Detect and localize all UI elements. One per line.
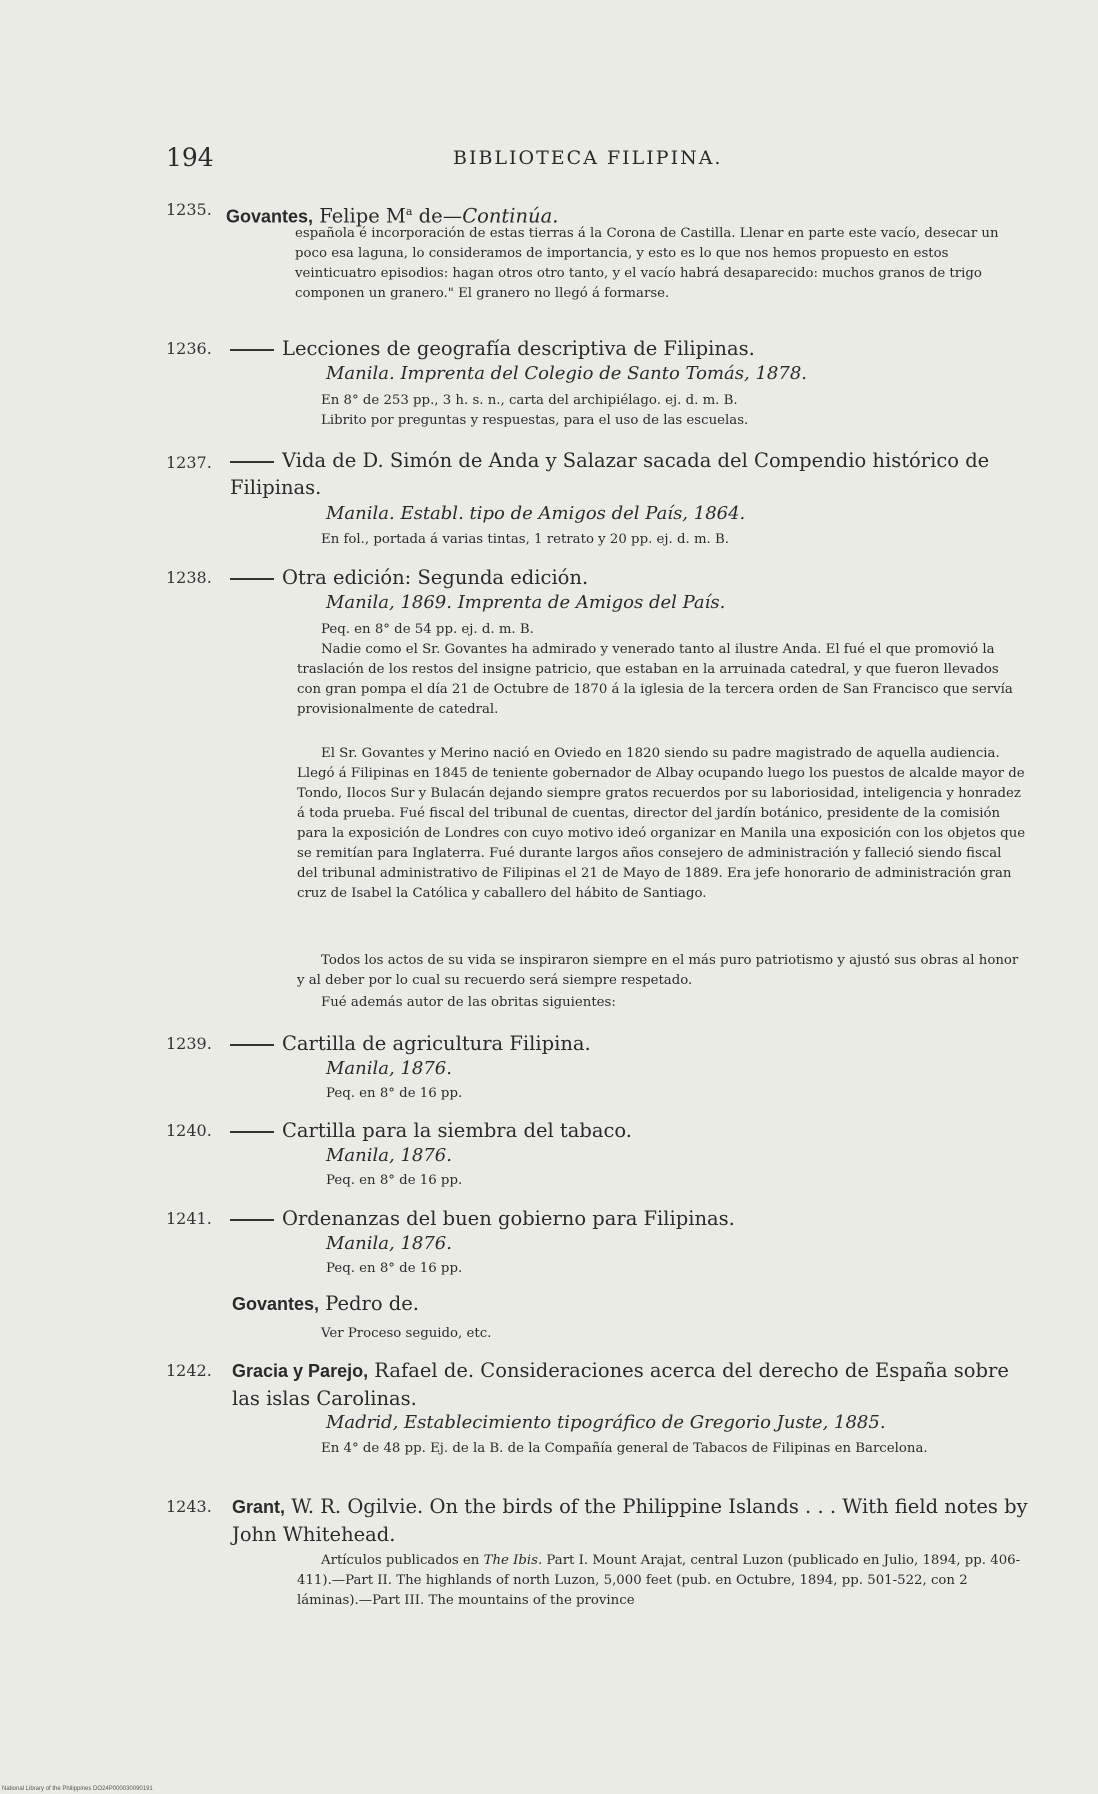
ditto-dash [230, 1044, 274, 1046]
description [297, 1551, 1026, 1611]
imprint: Manila, 1876. [326, 1145, 452, 1166]
imprint: Manila. Establ. tipo de Amigos del País, 1864. [326, 503, 746, 524]
ditto-dash [230, 1131, 274, 1133]
title-text: Cartilla para la siembra del tabaco. [282, 1119, 633, 1142]
entry-title [230, 1030, 591, 1057]
description: En 4° de 48 pp. Ej. de la B. de la Compañía general de Tabacos de Filipinas en Barcelona. [321, 1441, 928, 1456]
continued-note: Continúa. [462, 204, 559, 228]
note: Librito por preguntas y respuestas, para el uso de las escuelas. [321, 413, 749, 428]
author-name: Gracia y Parejo, [232, 1361, 369, 1381]
entry-title [232, 1357, 1032, 1412]
entry-title [230, 335, 1026, 362]
entry-number: 1243. [166, 1497, 212, 1516]
ditto-dash [230, 349, 274, 351]
title-text: Vida de D. Simón de Anda y Salazar sacada del Compendio histórico de Filipinas. [230, 449, 990, 499]
cross-reference: Ver Proceso seguido, etc. [321, 1326, 492, 1341]
entry-number: 1235. [166, 200, 212, 219]
entry-heading [232, 1290, 419, 1318]
imprint: Manila, 1869. Imprenta de Amigos del País. [326, 592, 726, 613]
entry-text: española é incorporación de estas tierras á la Corona de Castilla. Llenar en parte este vacío, desecar un poco esa laguna, lo consideramos de importancia, y esto es lo que nos hemos propuesto en estos veinticuatro episodios: hagan otros otro tanto, y el vacío habrá desaparecido: muchos granos de trigo componen un granero." El granero no llegó á formarse. [295, 226, 999, 301]
ditto-dash [230, 578, 274, 580]
entry-number: 1242. [166, 1361, 212, 1380]
superscript: a [405, 205, 413, 218]
entry-number: 1240. [166, 1121, 212, 1140]
description-text: Artículos publicados en [321, 1553, 484, 1568]
title-text: Cartilla de agricultura Filipina. [282, 1032, 591, 1055]
journal-title: The Ibis. [483, 1553, 543, 1568]
title-text: W. R. Ogilvie. On the birds of the Philippine Islands . . . With field notes by John Whitehead. [232, 1495, 1028, 1546]
ditto-dash [230, 461, 274, 463]
intro-line: Fué además autor de las obritas siguientes: [321, 995, 616, 1010]
entry-title [232, 1493, 1032, 1548]
note-paragraph: Nadie como el Sr. Govantes ha admirado y venerado tanto al ilustre Anda. El fué el que promovió la traslación de los restos del insigne patricio, que estaban en la arruinada catedral, y que fueron llevados con gran pompa el día 21 de Octubre de 1870 á la iglesia de la tercera orden de San Francisco que servía provisionalmente de catedral. [297, 642, 1013, 717]
scan-footer: National Library of the Philippines DO24P000030090191 [2, 1786, 153, 1792]
imprint: Manila, 1876. [326, 1058, 452, 1079]
author-name: Grant, [232, 1497, 286, 1517]
title-text: Rafael de. Consideraciones acerca del derecho de España sobre las islas Carolinas. [232, 1359, 1009, 1410]
imprint: Manila. Imprenta del Colegio de Santo Tomás, 1878. [326, 363, 807, 384]
page-header [166, 143, 946, 183]
entry-number: 1237. [166, 453, 212, 472]
imprint: Madrid, Establecimiento tipográfico de Gregorio Juste, 1885. [326, 1412, 886, 1433]
description: En fol., portada á varias tintas, 1 retrato y 20 pp. ej. d. m. B. [321, 532, 730, 547]
entry-title [230, 564, 1026, 591]
entry-title [230, 1117, 632, 1144]
author-forename: Felipe M [319, 204, 406, 228]
description: Peq. en 8° de 16 pp. [326, 1086, 463, 1101]
description: Peq. en 8° de 16 pp. [326, 1261, 463, 1276]
entry-number: 1241. [166, 1209, 212, 1228]
particle: de— [412, 204, 463, 228]
biography-paragraph: El Sr. Govantes y Merino nació en Oviedo en 1820 siendo su padre magistrado de aquella audiencia. Llegó á Filipinas en 1845 de teniente gobernador de Albay ocupando luego los puestos de alcalde mayor de Tondo, Ilocos Sur y Bulacán dejando siempre gratos recuerdos por su laboriosidad, inteligencia y honradez á toda prueba. Fué fiscal del tribunal de cuentas, director del jardín botánico, presidente de la comisión para la exposición de Londres con cuyo motivo ideó organizar en Manila una exposición con los objetos que se remitían para Inglaterra. Fué durante largos años consejero de administración y falleció siendo fiscal del tribunal administrativo de Filipinas el 21 de Mayo de 1889. Era jefe honorario de administración gran cruz de Isabel la Católica y caballero del hábito de Santiago. [297, 746, 1026, 901]
tribute-paragraph: Todos los actos de su vida se inspiraron siempre en el más puro patriotismo y ajustó sus obras al honor y al deber por lo cual su recuerdo será siempre respetado. [297, 953, 1019, 988]
entry-number: 1238. [166, 568, 212, 587]
page-number: 194 [166, 143, 214, 172]
author-forename: Pedro de. [319, 1292, 419, 1315]
description: En 8° de 253 pp., 3 h. s. n., carta del archipiélago. ej. d. m. B. [321, 393, 738, 408]
entry-number: 1236. [166, 339, 212, 358]
entry-number: 1239. [166, 1034, 212, 1053]
entry-title [230, 1205, 735, 1232]
ditto-dash [230, 1219, 274, 1221]
entry-title [230, 447, 1024, 501]
description-text: Part I. Mount Arajat, central Luzon (publicado en Julio, 1894, pp. 406-411).—Part II. The highlands of north Luzon, 5,000 feet (pub. en Octubre, 1894, pp. 501-522, con 2 láminas).—Part III. The mountains of the province [297, 1553, 1021, 1608]
imprint: Manila, 1876. [326, 1233, 452, 1254]
description: Peq. en 8° de 54 pp. ej. d. m. B. [321, 622, 534, 637]
running-title: BIBLIOTECA FILIPINA. [453, 147, 723, 169]
title-text: Otra edición: Segunda edición. [282, 566, 589, 589]
author-name: Govantes, [226, 206, 314, 227]
title-text: Ordenanzas del buen gobierno para Filipinas. [282, 1207, 735, 1230]
description: Peq. en 8° de 16 pp. [326, 1173, 463, 1188]
author-name: Govantes, [232, 1294, 320, 1314]
title-text: Lecciones de geografía descriptiva de Filipinas. [282, 337, 755, 360]
